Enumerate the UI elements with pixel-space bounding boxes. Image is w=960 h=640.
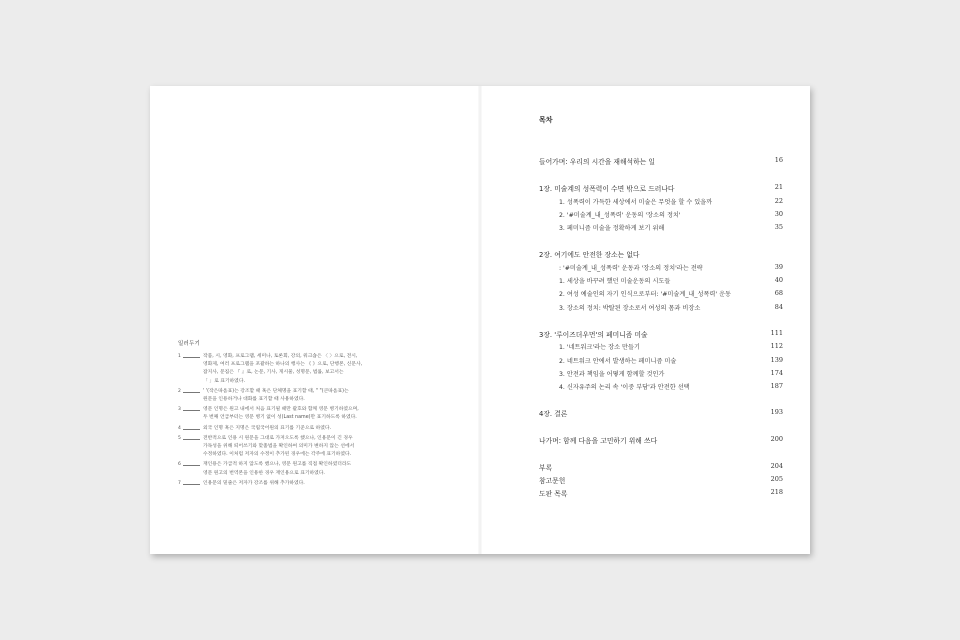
toc-entry-label: : '#미술계_내_성폭력' 운동과 '장소의 정치'라는 전략 [559, 265, 703, 272]
toc-entry-page: 16 [774, 156, 783, 164]
note-line: 영화제, 여러 프로그램을 포괄하는 하나의 행사는 《 》으로, 단행본, 신문사, [203, 362, 363, 368]
note-line: 인용문의 밑줄은 저자가 강조를 위해 추가하였다. [203, 480, 305, 486]
note-line: 수정하였다. 이처럼 저자의 수정이 추가된 경우에는 각주에 표기하였다. [203, 452, 352, 458]
note-item [178, 388, 378, 404]
note-line: 외국 인명 혹은 지명은 국립국어원의 표기를 기준으로 하였다. [203, 425, 332, 431]
toc-entry-page: 22 [774, 197, 783, 205]
notes-title: 일러두기 [178, 341, 201, 347]
toc-entry [539, 342, 783, 353]
toc-entry-label: 2. 네트워크 안에서 발생하는 페미니즘 미술 [559, 358, 677, 365]
toc-entry [539, 197, 783, 208]
toc-entry [539, 183, 783, 194]
toc-entry-page: 193 [770, 408, 783, 416]
toc-entry-label: 3. 페미니즘 미술을 정확하게 보기 위해 [559, 225, 665, 232]
note-line: 원문을 인용하거나 대화를 표기할 때 사용하였다. [203, 397, 305, 403]
toc-entry-page: 21 [774, 183, 783, 191]
toc-entry [539, 156, 783, 167]
note-number: 3 [178, 407, 181, 413]
toc-entry-label: 부록 [539, 464, 553, 472]
toc-entry [539, 263, 783, 274]
note-line: 작품, 시, 영화, 프로그램, 세미나, 토론회, 강의, 워크숍은 〈 〉으로, 전시, [203, 354, 358, 359]
note-item [178, 461, 378, 477]
toc-entry-label: 1. 성폭력이 가득한 세상에서 미술은 무엇을 할 수 있을까 [559, 199, 713, 206]
note-line: 영문 원고의 번역본을 인용한 경우 재인용으로 표기하였다. [203, 470, 325, 476]
toc-entry-label: 들어가며: 우리의 시간을 재해석하는 일 [539, 158, 655, 166]
toc-entry-label: 1. '네트워크'라는 장소 만들기 [559, 344, 640, 351]
toc-entry [539, 488, 783, 499]
toc-entry-page: 68 [774, 289, 783, 297]
note-line: 영문 인명은 원고 내에서 처음 표기될 때만 괄호와 함께 영문 병기하였으며, [203, 407, 359, 413]
toc-entry [539, 223, 783, 234]
note-dash [183, 484, 200, 485]
toc-entry-page: 111 [770, 329, 783, 337]
note-line: 가독성을 위해 띄어쓰기와 맞춤법을 확인하여 의미가 변하지 않는 선에서 [203, 444, 355, 450]
toc-entry [539, 475, 783, 486]
toc-entry-page: 139 [770, 356, 783, 364]
note-number: 6 [178, 462, 181, 468]
toc-entry-label: 2. 여성 예술인의 자기 인식으로부터: '#미술계_내_성폭력' 운동 [559, 291, 732, 298]
left-page [150, 86, 480, 554]
note-item [178, 406, 378, 422]
toc-entry [539, 462, 783, 473]
note-dash [183, 357, 200, 358]
note-line: 두 번째 언급부터는 영문 병기 없이 성(Last name)만 표기하도록 하였다. [203, 415, 357, 421]
note-number: 7 [178, 480, 181, 486]
note-number: 1 [178, 354, 181, 359]
toc-entry [539, 210, 783, 221]
toc-entry-page: 112 [770, 342, 783, 350]
toc-entry [539, 356, 783, 367]
toc-entry-page: 174 [770, 369, 783, 377]
toc-entry-page: 204 [770, 462, 783, 470]
table-of-contents [480, 86, 810, 554]
note-item [178, 353, 378, 386]
note-line: ' '(작은따옴표)는 강조할 때 혹은 단체명을 표기할 때, " "(큰따옴표)는 [203, 388, 349, 394]
toc-entry-page: 39 [774, 263, 783, 271]
note-line: 잡지사, 문집은 『 』로, 논문, 기사, 게시물, 성명문, 법률, 보고서는 [203, 370, 344, 376]
toc-entry-page: 35 [774, 223, 783, 231]
right-page [480, 86, 810, 554]
toc-entry-label: 2장. 여기에도 안전한 장소는 없다 [539, 251, 640, 259]
toc-entry-label: 4. 신자유주의 논리 속 '이중 부담'과 안전한 선택 [559, 384, 690, 391]
note-item [178, 435, 378, 460]
toc-entry-label: 참고문헌 [539, 477, 566, 485]
toc-entry [539, 435, 783, 446]
toc-title: 목차 [539, 116, 553, 124]
toc-entry-label: 3. 장소의 정치: 박탈된 장소로서 여성의 몸과 비장소 [559, 305, 701, 312]
toc-entry-page: 187 [770, 382, 783, 390]
toc-entry [539, 369, 783, 380]
toc-entry-label: 3장. '루이즈더우먼'의 페미니즘 미술 [539, 331, 648, 339]
note-line: 「 」로 표기하였다. [203, 378, 245, 384]
toc-entry-page: 84 [774, 303, 783, 311]
note-dash [183, 465, 200, 466]
toc-entry-page: 200 [770, 435, 783, 443]
note-dash [183, 439, 200, 440]
toc-entry-page: 218 [770, 488, 783, 496]
toc-entry [539, 276, 783, 287]
toc-entry [539, 408, 783, 419]
toc-entry [539, 249, 783, 260]
toc-entry [539, 329, 783, 340]
toc-entry-page: 205 [770, 475, 783, 483]
notes-list [178, 353, 378, 490]
toc-entry [539, 303, 783, 314]
toc-entry-page: 40 [774, 276, 783, 284]
note-line: 재인용은 가급적 하지 않도록 했으나, 영문 원고를 직접 확인하였더라도 [203, 462, 352, 468]
toc-entry-label: 3. 안전과 책임을 어떻게 함께할 것인가 [559, 371, 665, 378]
toc-entry-label: 4장. 결론 [539, 410, 568, 418]
toc-entry-label: 1장. 미술계의 성폭력이 수면 밖으로 드러나다 [539, 185, 675, 193]
note-item [178, 480, 378, 488]
note-dash [183, 410, 200, 411]
note-line: 전반적으로 인용 시 원문을 그대로 가져오도록 했으나, 인용문이 긴 경우 [203, 435, 353, 441]
note-number: 5 [178, 435, 181, 441]
toc-entry [539, 382, 783, 393]
toc-entry-page: 30 [774, 210, 783, 218]
note-number: 4 [178, 425, 181, 431]
toc-entry-label: 2. '#미술계_내_성폭력' 운동의 '장소의 정치' [559, 212, 681, 219]
toc-entry-label: 1. 세상을 바꾸려 했던 미술운동의 시도들 [559, 278, 671, 285]
book-spread [150, 86, 810, 554]
toc-entry-label: 도판 목록 [539, 490, 568, 498]
note-number: 2 [178, 388, 181, 394]
note-dash [183, 429, 200, 430]
note-item [178, 425, 378, 433]
toc-entry [539, 289, 783, 300]
toc-entry-label: 나가며: 함께 다음을 고민하기 위해 쓰다 [539, 437, 658, 445]
note-dash [183, 392, 200, 393]
